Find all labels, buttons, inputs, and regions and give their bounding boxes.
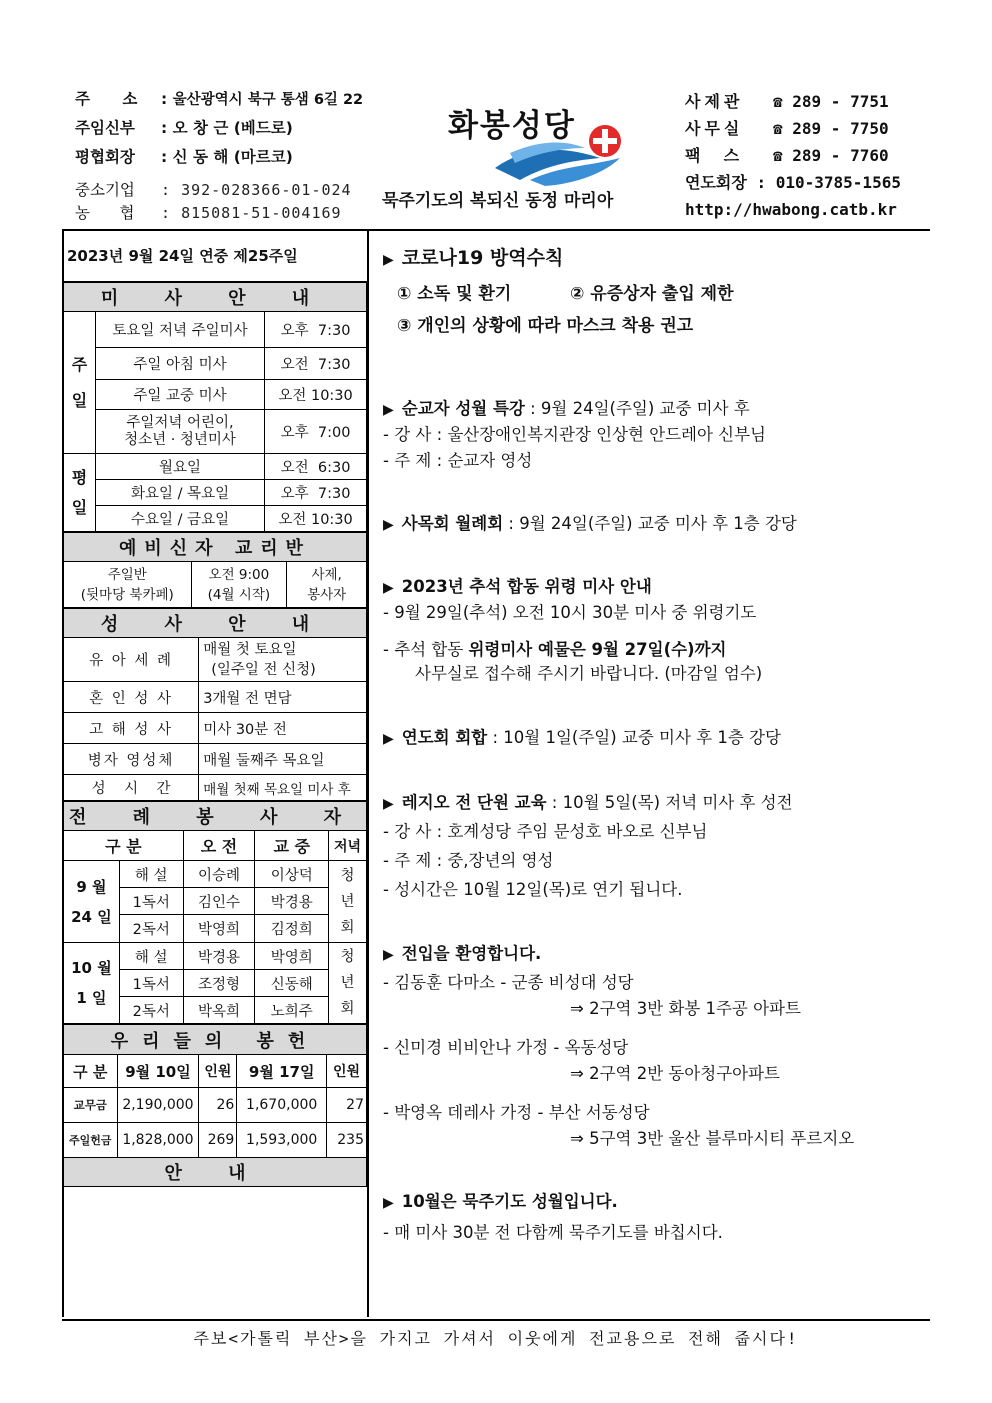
sacrament-name: 유 아 세 례 <box>64 638 199 682</box>
offering-amount: 1,670,000 <box>237 1088 327 1123</box>
mass-name: 주일 교중 미사 <box>95 380 264 410</box>
mass-time: 오후 7:30 <box>265 480 367 506</box>
sacrament-info: 매월 둘째주 목요일 <box>199 744 367 775</box>
server-main: 노희주 <box>255 997 329 1024</box>
triangle-bullet-icon: ▶ <box>383 402 394 418</box>
martyr-topic: - 주 제 : 순교자 영성 <box>383 451 533 470</box>
welcome-family-1-district: ⇒ 2구역 3반 화봉 1주공 아파트 <box>570 999 801 1018</box>
church-logo-icon <box>490 118 640 190</box>
offering-count: 235 <box>327 1123 367 1158</box>
chuseok-line-2: - 추석 합동 위령미사 예물은 9월 27일(수)까지 <box>383 640 727 659</box>
mass-name: 수요일 / 금요일 <box>95 506 264 532</box>
server-morning: 박영희 <box>183 915 255 943</box>
sacrament-name: 고 해 성 사 <box>64 713 199 744</box>
office-label: 사무실 <box>685 119 744 138</box>
sacrament-info: 미사 30분 전 <box>199 713 367 744</box>
pastor: 오 창 근 (베드로) <box>172 119 293 137</box>
server-evening: 청 년 회 <box>329 943 367 1024</box>
covid-rule-1: ① 소독 및 환기 <box>397 284 512 304</box>
council: 신 동 해 (마르코) <box>172 148 293 166</box>
mass-time: 오전 10:30 <box>265 380 367 410</box>
mass-name: 월요일 <box>95 454 264 480</box>
server-role: 해 설 <box>119 861 183 888</box>
chuseok-line-3: 사무실로 접수해 주시기 바랍니다. (마감일 엄수) <box>415 664 763 683</box>
server-morning: 조정형 <box>183 970 255 997</box>
mass-section-title: 미 사 안 내 <box>64 283 367 312</box>
server-role: 1독서 <box>119 970 183 997</box>
offering-count: 269 <box>199 1123 237 1158</box>
sacraments-title: 성 사 안 내 <box>64 609 367 638</box>
legio-topic: - 주 제 : 중,장년의 영성 <box>383 851 554 870</box>
patron-saint: 묵주기도의 복되신 동정 마리아 <box>382 191 614 211</box>
welcome-family-2-district: ⇒ 2구역 2반 동아청구아파트 <box>570 1064 780 1083</box>
server-evening: 청 년 회 <box>329 861 367 943</box>
offering-table <box>63 1024 367 1187</box>
pastoral-meeting: ▶ 사목회 월례회 : 9월 24일(주일) 교중 미사 후 1층 강당 <box>383 514 797 533</box>
server-role: 1독서 <box>119 888 183 915</box>
server-morning: 박경용 <box>183 943 255 970</box>
servers-header-evening: 저녁 <box>329 831 367 861</box>
server-role: 2독서 <box>119 997 183 1024</box>
address-label: 주 소 <box>75 90 138 108</box>
welcome-family-2: - 신미경 비비안나 가정 - 옥동성당 <box>383 1038 629 1057</box>
bank1-account: 392-028366-01-024 <box>181 181 352 199</box>
mass-time: 오후 7:00 <box>265 410 367 454</box>
website-link[interactable]: http://hwabong.catb.kr <box>685 200 897 219</box>
yeondo-meeting: ▶ 연도회 회합 : 10월 1일(주일) 교중 미사 후 1층 강당 <box>383 728 781 747</box>
mass-schedule-table <box>63 282 367 532</box>
server-morning: 박옥희 <box>183 997 255 1024</box>
covid-rule-3: ③ 개인의 상황에 따라 마스크 착용 권고 <box>397 316 694 336</box>
notice-title: 안 내 <box>64 1158 367 1187</box>
offering-amount: 1,593,000 <box>237 1123 327 1158</box>
footer-note: 주보<가톨릭 부산>을 가지고 가셔서 이웃에게 전교용으로 전해 줍시다! <box>193 1329 799 1348</box>
catechumen-class: 주일반 (뒷마당 북카페) <box>64 562 192 608</box>
mass-name: 화요일 / 목요일 <box>95 480 264 506</box>
rectory-phone: ☎ 289 - 7751 <box>773 92 889 111</box>
covid-rule-2: ② 유증상자 출입 제한 <box>570 284 734 304</box>
mass-name: 토요일 저녁 주일미사 <box>95 312 264 348</box>
left-column <box>63 231 367 1187</box>
mass-name: 주일저녁 어린이, 청소년 · 청년미사 <box>95 410 264 454</box>
sacrament-name: 성 시 간 <box>64 775 199 801</box>
date-line: 2023년 9월 24일 연중 제25주일 <box>63 231 367 282</box>
triangle-bullet-icon: ▶ <box>383 947 394 963</box>
triangle-bullet-icon: ▶ <box>383 252 394 268</box>
catechumen-teacher: 사제, 봉사자 <box>287 562 367 608</box>
bank2-label: 농 협 <box>75 204 135 222</box>
mass-time: 오전 10:30 <box>265 506 367 532</box>
header-contacts <box>685 88 901 223</box>
address: 울산광역시 북구 통샘 6길 22 <box>172 92 364 108</box>
servers-header-morning: 오 전 <box>183 831 255 861</box>
martyr-speaker: - 강 사 : 울산장애인복지관장 인상현 안드레아 신부님 <box>383 425 766 444</box>
servers-header-category: 구 분 <box>64 831 184 861</box>
legio-speaker: - 강 사 : 호계성당 주임 문성호 바오로 신부님 <box>383 822 708 841</box>
server-main: 박경용 <box>255 888 329 915</box>
chuseok-mass: ▶ 2023년 추석 합동 위령 미사 안내 <box>383 577 652 596</box>
mass-time: 오후 7:30 <box>265 312 367 348</box>
legio-education: ▶ 레지오 전 단원 교육 : 10월 5일(목) 저녁 미사 후 성전 <box>383 793 793 812</box>
legio-holy-hour: - 성시간은 10월 12일(목)로 연기 됩니다. <box>383 880 683 899</box>
offering-count: 27 <box>327 1088 367 1123</box>
welcome-title: ▶ 전입을 환영합니다. <box>383 944 542 963</box>
catechumen-time: 오전 9:00 (4월 시작) <box>191 562 287 608</box>
pastor-label: 주임신부 <box>75 119 135 137</box>
servers-header-main: 교 중 <box>255 831 329 861</box>
offering-type: 주일헌금 <box>64 1123 118 1158</box>
catechumen-title: 예비신자 교리반 <box>64 533 367 562</box>
mass-time: 오전 7:30 <box>265 348 367 380</box>
offering-type: 교무금 <box>64 1088 118 1123</box>
server-main: 김정희 <box>255 915 329 943</box>
welcome-family-3: - 박영옥 데레사 가정 - 부산 서동성당 <box>383 1103 650 1122</box>
martyr-lecture: ▶ 순교자 성월 특강 : 9월 24일(주일) 교중 미사 후 <box>383 399 750 418</box>
church-name: 화봉성당 <box>448 108 576 144</box>
sacrament-info: 매월 첫 토요일 (일주일 전 신청) <box>199 638 367 682</box>
covid-title: ▶ 코로나19 방역수칙 <box>383 247 564 269</box>
catechumen-table <box>63 532 367 608</box>
triangle-bullet-icon: ▶ <box>383 1195 394 1211</box>
sacrament-info: 3개월 전 면담 <box>199 682 367 713</box>
council-label: 평협회장 <box>75 148 135 166</box>
sunday-label: 주 일 <box>64 312 96 454</box>
welcome-family-1: - 김동훈 다마소 - 군종 비성대 성당 <box>383 973 634 992</box>
offering-amount: 1,828,000 <box>117 1123 199 1158</box>
servers-title: 전 례 봉 사 자 <box>64 802 367 831</box>
servers-table <box>63 801 367 1024</box>
sacrament-name: 병자 영성체 <box>64 744 199 775</box>
offering-amount: 2,190,000 <box>117 1088 199 1123</box>
offering-header-count2: 인원 <box>327 1055 367 1088</box>
server-main: 신동해 <box>255 970 329 997</box>
rosary-line: - 매 미사 30분 전 다함께 묵주기도를 바칩시다. <box>383 1223 723 1242</box>
servers-date: 9 월 24 일 <box>64 861 120 943</box>
welcome-family-3-district: ⇒ 5구역 3반 울산 블루마시티 푸르지오 <box>570 1129 855 1148</box>
sacrament-info: 매월 첫째 목요일 미사 후 <box>199 775 367 801</box>
server-main: 이상덕 <box>255 861 329 888</box>
server-morning: 김인수 <box>183 888 255 915</box>
triangle-bullet-icon: ▶ <box>383 731 394 747</box>
elder-phone: : 010-3785-1565 <box>756 173 901 192</box>
sacraments-table <box>63 608 367 801</box>
offering-header-date2: 9월 17일 <box>237 1055 327 1088</box>
server-role: 2독서 <box>119 915 183 943</box>
server-main: 박영희 <box>255 943 329 970</box>
fax-phone: ☎ 289 - 7760 <box>773 146 889 165</box>
bank1-label: 중소기업 <box>75 181 135 199</box>
triangle-bullet-icon: ▶ <box>383 580 394 596</box>
chuseok-line-1: - 9월 29일(추석) 오전 10시 30분 미사 중 위령기도 <box>383 603 757 622</box>
triangle-bullet-icon: ▶ <box>383 796 394 812</box>
offering-count: 26 <box>199 1088 237 1123</box>
rosary-month: ▶ 10월은 묵주기도 성월입니다. <box>383 1192 618 1211</box>
fax-label: 팩 스 <box>685 146 744 165</box>
triangle-bullet-icon: ▶ <box>383 517 394 533</box>
offering-header-date1: 9월 10일 <box>117 1055 199 1088</box>
offering-header-category: 구 분 <box>64 1055 118 1088</box>
server-morning: 이승례 <box>183 861 255 888</box>
mass-time: 오전 6:30 <box>265 454 367 480</box>
server-role: 해 설 <box>119 943 183 970</box>
elder-label: 연도회장 <box>685 173 747 192</box>
servers-date: 10 월 1 일 <box>64 943 120 1024</box>
sacrament-name: 혼 인 성 사 <box>64 682 199 713</box>
weekday-label: 평 일 <box>64 454 96 532</box>
header-info: 주 소 : 울산광역시 북구 통샘 6길 22 주임신부 : 오 창 근 (베드로) 평협회장 : 신 동 해 (마르코) 중소기업 : 392-028366-01-024 농 협 : 815081-51-004169 <box>75 84 375 227</box>
divider-middle <box>367 229 369 1317</box>
offering-header-count1: 인원 <box>199 1055 237 1088</box>
offering-title: 우리들의 봉헌 <box>64 1025 367 1055</box>
bank2-account: 815081-51-004169 <box>181 204 342 222</box>
rectory-label: 사제관 <box>685 92 744 111</box>
mass-name: 주일 아침 미사 <box>95 348 264 380</box>
office-phone: ☎ 289 - 7750 <box>773 119 889 138</box>
